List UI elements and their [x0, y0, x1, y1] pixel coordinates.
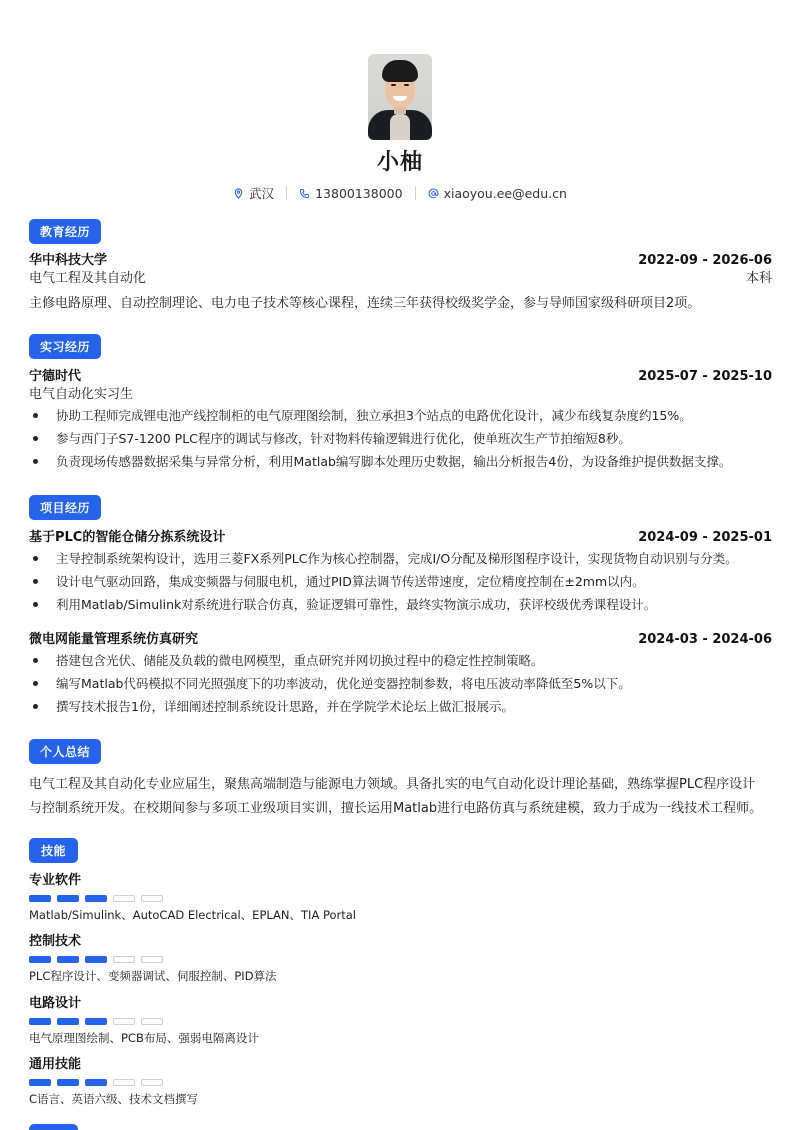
- phone-text: 13800138000: [315, 185, 403, 201]
- level-segment-empty: [113, 1018, 135, 1025]
- divider: [286, 186, 287, 200]
- degree: 本科: [745, 271, 772, 286]
- list-item: 主导控制系统架构设计，选用三菱FX系列PLC作为核心控制器，完成I/O分配及梯形图程序设计，实现货物自动识别与分类。: [29, 547, 772, 570]
- project-bullets: [29, 547, 772, 616]
- skill-title: 电路设计: [29, 996, 82, 1011]
- list-item: 负责现场传感器数据采集与异常分析，利用Matlab编写脚本处理历史数据，输出分析报告4份，为设备维护提供数据支撑。: [29, 450, 772, 473]
- list-item: 参与西门子S7-1200 PLC程序的调试与修改，针对物料传输逻辑进行优化，使单班次生产节拍缩短8秒。: [29, 427, 772, 450]
- skill-level-bar: [29, 956, 772, 963]
- summary-line: 与控制系统开发。在校期间参与多项工业级项目实训，擅长运用Matlab进行电路仿真与系统建模，致力于成为一线技术工程师。: [29, 801, 763, 816]
- skill-level-bar: [29, 1018, 772, 1025]
- level-segment-filled: [29, 956, 51, 963]
- level-segment-filled: [85, 1018, 107, 1025]
- skill-title: 通用技能: [29, 1057, 82, 1072]
- level-segment-empty: [141, 895, 163, 902]
- skill-description: PLC程序设计、变频器调试、伺服控制、PID算法: [29, 969, 277, 983]
- school-name: 华中科技大学: [29, 253, 108, 268]
- section-badge-next: [29, 1124, 78, 1130]
- level-segment-empty: [141, 1079, 163, 1086]
- level-segment-filled: [57, 1018, 79, 1025]
- level-segment-filled: [85, 895, 107, 902]
- divider: [415, 186, 416, 200]
- phone-icon: [299, 188, 310, 199]
- level-segment-filled: [57, 895, 79, 902]
- level-segment-filled: [29, 1079, 51, 1086]
- project-date: 2024-09 - 2025-01: [638, 530, 772, 545]
- level-segment-empty: [113, 956, 135, 963]
- list-item: 编写Matlab代码模拟不同光照强度下的功率波动，优化逆变器控制参数，将电压波动率降低至5%以下。: [29, 672, 772, 695]
- summary-text: [29, 773, 772, 821]
- project-date: 2024-03 - 2024-06: [638, 632, 772, 647]
- section-badge-projects: 项目经历: [29, 495, 101, 520]
- skill-item: [29, 1056, 772, 1107]
- major: 电气工程及其自动化: [29, 271, 147, 286]
- level-segment-filled: [29, 1018, 51, 1025]
- contact-location: [233, 184, 274, 202]
- education-entry: [29, 252, 772, 316]
- project-entry: [29, 631, 772, 718]
- contact-email[interactable]: [428, 186, 567, 201]
- resume-header: [0, 54, 800, 202]
- level-segment-filled: [57, 1079, 79, 1086]
- skill-item: [29, 933, 772, 984]
- location-text: 武汉: [249, 186, 275, 201]
- skill-description: 电气原理图绘制、PCB布局、强弱电隔离设计: [29, 1031, 259, 1045]
- list-item: 设计电气驱动回路，集成变频器与伺服电机，通过PID算法调节传送带速度，定位精度控制在±2mm以内。: [29, 570, 772, 593]
- company-name: 宁德时代: [29, 369, 82, 384]
- project-entry: [29, 529, 772, 616]
- section-badge-summary: 个人总结: [29, 739, 101, 764]
- skill-level-bar: [29, 1079, 772, 1086]
- skill-item: [29, 995, 772, 1046]
- project-bullets: [29, 649, 772, 718]
- section-badge-internship: 实习经历: [29, 334, 101, 359]
- level-segment-filled: [85, 1079, 107, 1086]
- skill-description: Matlab/Simulink、AutoCAD Electrical、EPLAN、TIA Portal: [29, 908, 357, 922]
- section-badge-education: 教育经历: [29, 219, 101, 244]
- list-item: 搭建包含光伏、储能及负载的微电网模型，重点研究并网切换过程中的稳定性控制策略。: [29, 649, 772, 672]
- level-segment-empty: [141, 1018, 163, 1025]
- skill-level-bar: [29, 895, 772, 902]
- level-segment-empty: [141, 956, 163, 963]
- level-segment-empty: [113, 895, 135, 902]
- list-item: 协助工程师完成锂电池产线控制柜的电气原理图绘制，独立承担3个站点的电路优化设计，减少布线复杂度约15%。: [29, 404, 772, 427]
- skill-title: 控制技术: [29, 934, 82, 949]
- location-pin-icon: [233, 188, 244, 199]
- level-segment-empty: [113, 1079, 135, 1086]
- level-segment-filled: [85, 956, 107, 963]
- at-sign-icon: [428, 188, 439, 199]
- list-item: 撰写技术报告1份，详细阐述控制系统设计思路，并在学院学术论坛上做汇报展示。: [29, 695, 772, 718]
- project-title: 微电网能量管理系统仿真研究: [29, 632, 199, 647]
- skill-item: [29, 872, 772, 923]
- skill-title: 专业软件: [29, 873, 82, 888]
- summary-line: 电气工程及其自动化专业应届生，聚焦高端制造与能源电力领域。具备扎实的电气自动化设计理论基础，熟练掌握PLC程序设计: [29, 777, 756, 792]
- internship-entry: [29, 368, 772, 473]
- section-badge-skills: 技能: [29, 838, 78, 863]
- education-date: 2022-09 - 2026-06: [638, 253, 772, 268]
- internship-bullets: [29, 404, 772, 473]
- contact-phone: [299, 186, 402, 201]
- internship-date: 2025-07 - 2025-10: [638, 369, 772, 384]
- email-text[interactable]: xiaoyou.ee@edu.cn: [443, 185, 567, 201]
- profile-photo: [368, 54, 432, 140]
- skill-description: C语言、英语六级、技术文档撰写: [29, 1092, 199, 1106]
- job-role: 电气自动化实习生: [29, 387, 134, 402]
- project-title: 基于PLC的智能仓储分拣系统设计: [29, 530, 226, 545]
- list-item: 利用Matlab/Simulink对系统进行联合仿真，验证逻辑可靠性，最终实物演示成功，获评校级优秀课程设计。: [29, 593, 772, 616]
- level-segment-filled: [57, 956, 79, 963]
- education-description: 主修电路原理、自动控制理论、电力电子技术等核心课程，连续三年获得校级奖学金，参与导师国家级科研项目2项。: [29, 296, 701, 311]
- candidate-name: 小柚: [376, 150, 423, 175]
- level-segment-filled: [29, 895, 51, 902]
- contact-info: [0, 184, 800, 202]
